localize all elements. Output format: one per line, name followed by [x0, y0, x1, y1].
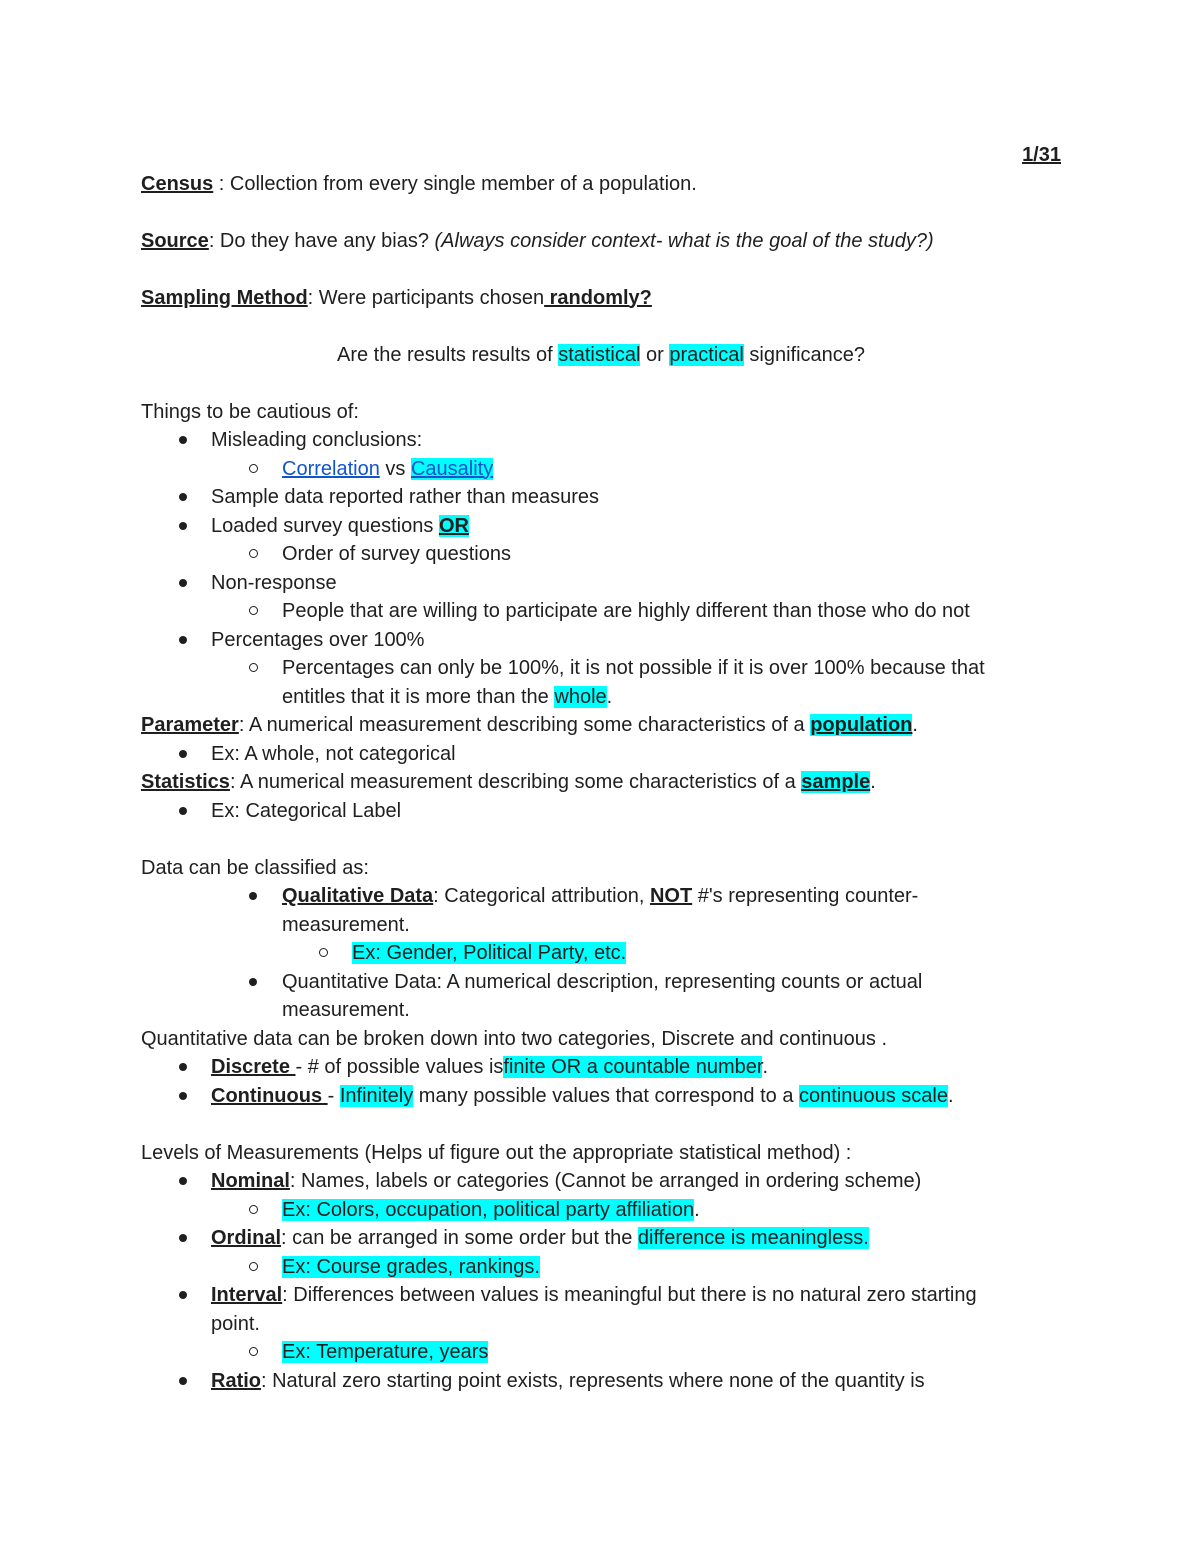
breakdown-heading: Quantitative data can be broken down into two categories, Discrete and continuous .	[141, 1027, 888, 1050]
list-item: Order of survey questions	[141, 540, 1061, 569]
list-item: People that are willing to participate are highly different than those who do not	[141, 597, 1061, 626]
list-item: Loaded survey questions OR	[141, 512, 1061, 541]
list-item-continuation: entitles that it is more than the whole.	[282, 685, 613, 708]
parameter-definition: Parameter: A numerical measurement describing some characteristics of a population.	[141, 714, 918, 736]
list-item: Ex: Categorical Label	[141, 797, 1061, 826]
list-item: Ex: Colors, occupation, political party affiliation.	[141, 1196, 1061, 1225]
list-item: Ordinal: can be arranged in some order but the difference is meaningless.	[141, 1224, 1061, 1253]
list-item: Ratio: Natural zero starting point exists, represents where none of the quantity is	[141, 1367, 1061, 1396]
correlation-link[interactable]: Correlation	[282, 457, 380, 480]
cautious-heading: Things to be cautious of:	[141, 400, 359, 423]
list-item: Ex: Gender, Political Party, etc.	[141, 939, 1061, 968]
list-item: Ex: Course grades, rankings.	[141, 1253, 1061, 1282]
source-term: Source	[141, 229, 209, 252]
list-item: Qualitative Data: Categorical attribution, NOT #'s representing counter-	[141, 882, 1061, 911]
list-item-continuation: point.	[211, 1312, 260, 1335]
notes-body	[141, 141, 1061, 1395]
list-item: Non-response	[141, 569, 1061, 598]
parameter-term: Parameter	[141, 714, 239, 736]
list-item: Percentages over 100%	[141, 626, 1061, 655]
list-item: Misleading conclusions:	[141, 426, 1061, 455]
census-definition: Census : Collection from every single member of a population.	[141, 172, 697, 195]
causality-link[interactable]: Causality	[410, 457, 494, 480]
list-item-continuation: measurement.	[282, 999, 410, 1021]
list-item: Discrete - # of possible values isfinite OR a countable number.	[141, 1053, 1061, 1082]
date-heading: 1/31	[1022, 144, 1061, 166]
list-item: Quantitative Data: A numerical description, representing counts or actual	[141, 968, 1061, 997]
list-item: Continuous - Infinitely many possible values that correspond to a continuous scale.	[141, 1082, 1061, 1111]
significance-question: Are the results results of statistical or practical significance?	[336, 343, 866, 366]
list-item: Sample data reported rather than measures	[141, 483, 1061, 512]
statistics-term: Statistics	[141, 771, 230, 793]
statistics-definition: Statistics: A numerical measurement describing some characteristics of a sample.	[141, 771, 876, 793]
list-item: Interval: Differences between values is meaningful but there is no natural zero starting	[141, 1281, 1061, 1310]
levels-heading: Levels of Measurements (Helps uf figure out the appropriate statistical method) :	[141, 1141, 852, 1164]
list-item: Nominal: Names, labels or categories (Cannot be arranged in ordering scheme)	[141, 1167, 1061, 1196]
list-item: Correlation vs Causality	[141, 455, 1061, 484]
classified-heading: Data can be classified as:	[141, 856, 369, 879]
list-item: Ex: A whole, not categorical	[141, 740, 1061, 769]
census-term: Census	[141, 172, 214, 195]
sampling-method-definition: Sampling Method: Were participants chosen randomly?	[141, 286, 652, 309]
source-definition: Source: Do they have any bias? (Always consider context- what is the goal of the study?)	[141, 229, 934, 252]
sampling-term: Sampling Method	[141, 286, 308, 309]
list-item: Percentages can only be 100%, it is not possible if it is over 100% because that	[141, 654, 1061, 683]
list-item-continuation: measurement.	[282, 913, 410, 936]
list-item: Ex: Temperature, years	[141, 1338, 1061, 1367]
